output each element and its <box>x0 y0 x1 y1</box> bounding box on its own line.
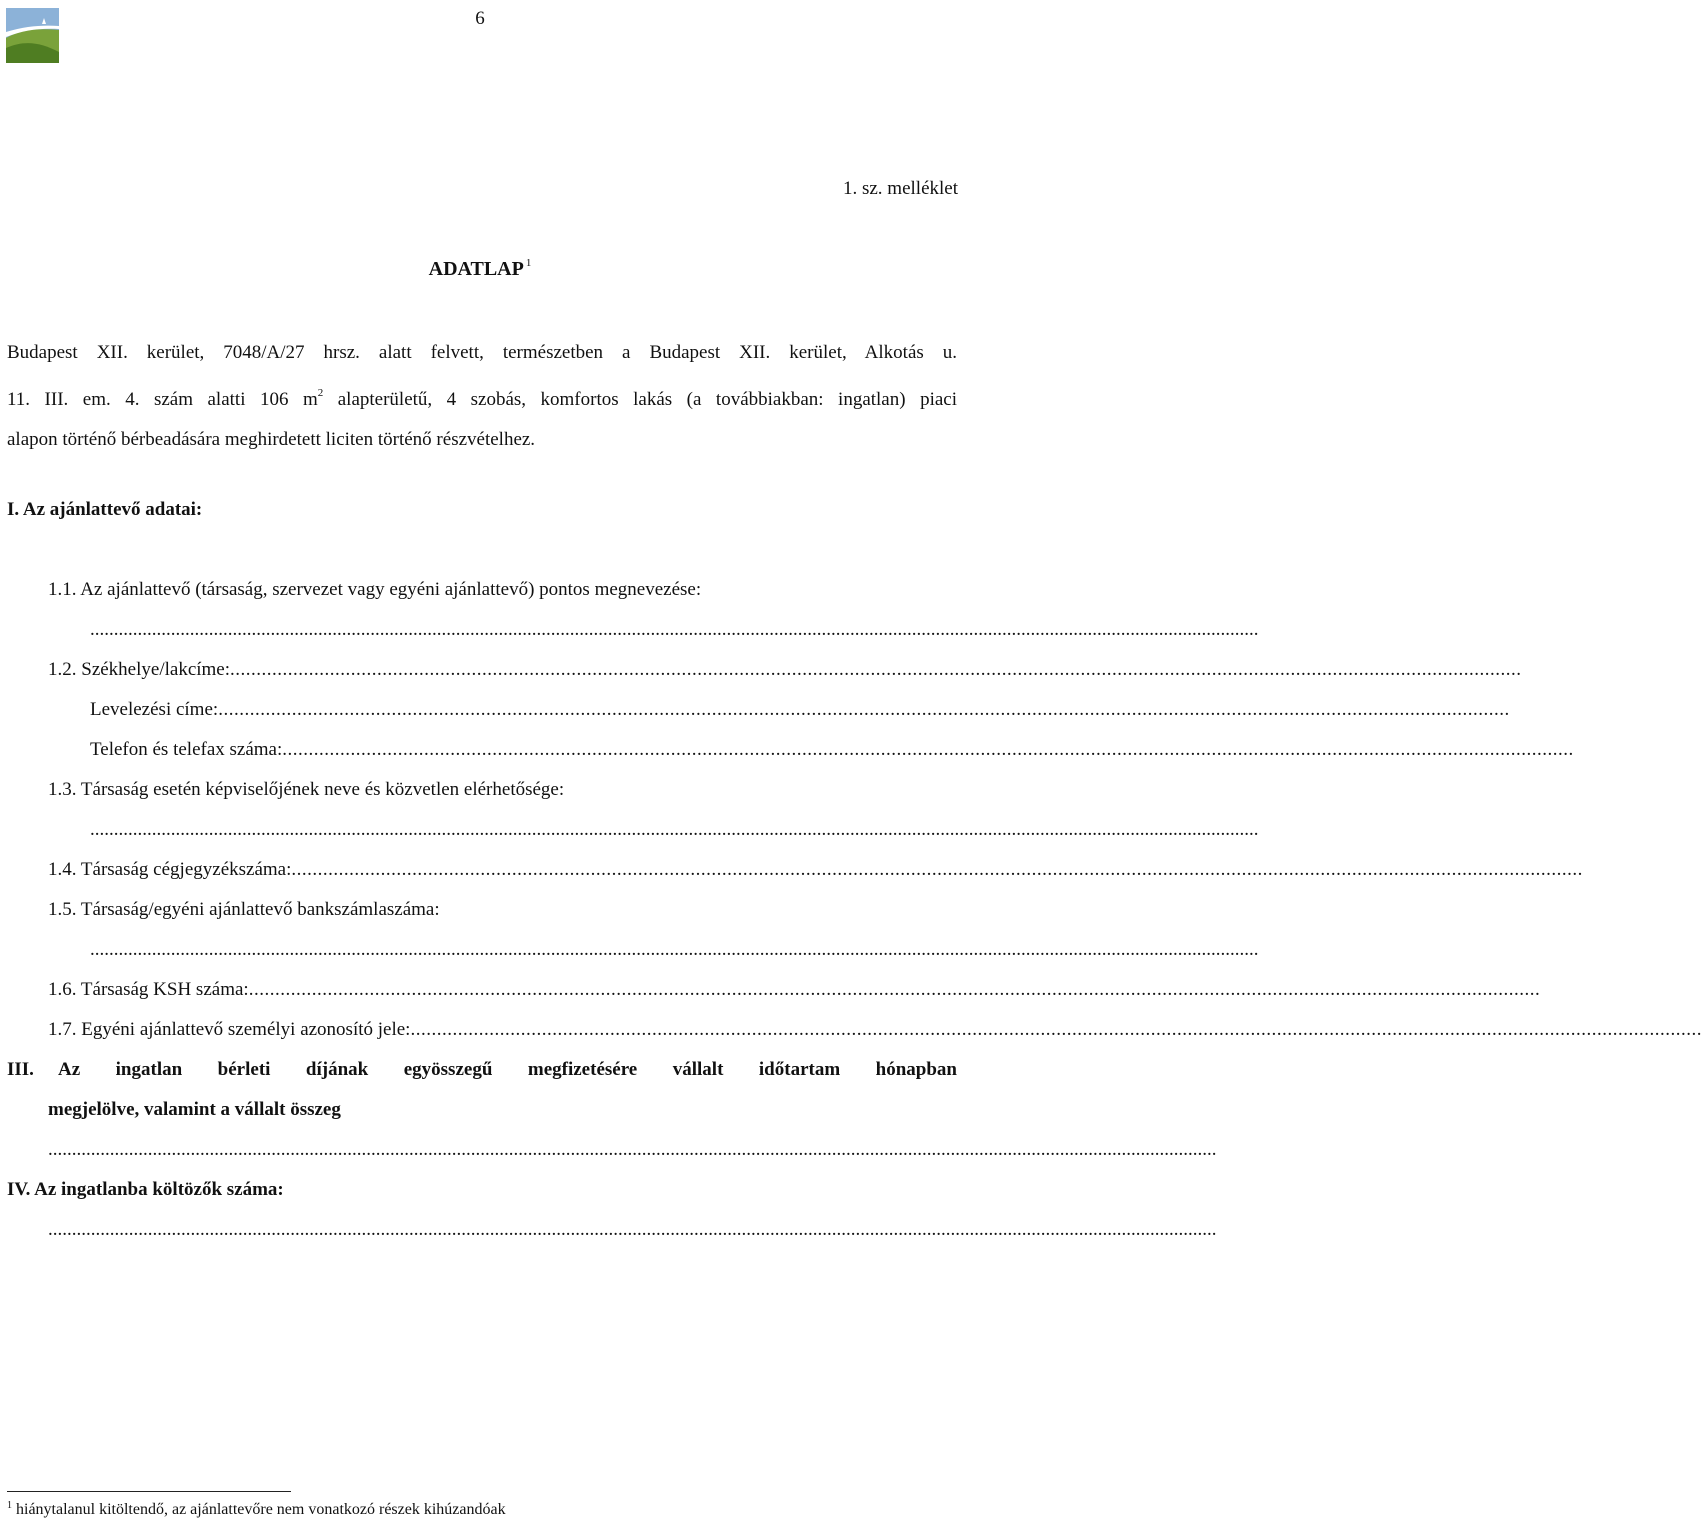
intro-line-2b: alapterületű, 4 szobás, komfortos lakás (a továbbiakban: ingatlan) piaci <box>323 389 957 410</box>
section-4-heading: IV. Az ingatlanba költözők száma: <box>7 1179 284 1200</box>
item-1-2-label: 1.2. Székhelye/lakcíme: <box>48 659 231 680</box>
intro-paragraph <box>7 333 957 460</box>
item-1-6-label: 1.6. Társaság KSH száma: <box>48 979 249 1000</box>
item-1-5-fill-line[interactable]: ...................................................................................................................................................................................................................................................... <box>90 939 1259 960</box>
phone-fax-label: Telefon és telefax száma: <box>90 739 283 760</box>
item-1-7-row <box>48 1017 1702 1043</box>
intro-line-2 <box>7 373 957 420</box>
item-1-3-label: 1.3. Társaság esetén képviselőjének neve és közvetlen elérhetősége: <box>48 779 565 800</box>
document-title <box>0 257 960 281</box>
area-unit-sup: 2 <box>317 387 324 399</box>
item-1-4-row <box>48 857 1583 883</box>
section-3-line-1: Az ingatlan bérleti díjának egyösszegű megfizetésére vállalt időtartam hónapban <box>58 1059 957 1080</box>
item-1-3-fill-line[interactable]: ...................................................................................................................................................................................................................................................... <box>90 819 1259 840</box>
footnote-ref: 1 <box>7 1500 12 1511</box>
item-1-2-fill-line[interactable]: ...................................................................................................................................................................................................................................................... <box>230 659 1522 680</box>
intro-line-3: alapon történő bérbeadására meghirdetett liciten történő részvételhez. <box>7 429 536 450</box>
intro-line-2a: 11. III. em. 4. szám alatti 106 m <box>7 389 318 410</box>
section-4-fill-line[interactable]: ...................................................................................................................................................................................................................................................... <box>48 1219 1217 1240</box>
annex-label: 1. sz. melléklet <box>842 178 958 199</box>
phone-fax-fill-line[interactable]: ...................................................................................................................................................................................................................................................... <box>282 739 1574 760</box>
footnote <box>7 1500 506 1519</box>
section-1-heading: I. Az ajánlattevő adatai: <box>7 499 203 520</box>
section-3-fill-line[interactable]: ...................................................................................................................................................................................................................................................... <box>48 1139 1217 1160</box>
title-text: ADATLAP <box>428 258 524 280</box>
footnote-text: hiánytalanul kitöltendő, az ajánlattevőre nem vonatkozó részek kihúzandóak <box>16 1501 506 1518</box>
item-1-2-row <box>48 657 1522 683</box>
item-1-6-fill-line[interactable]: ...................................................................................................................................................................................................................................................... <box>248 979 1541 1000</box>
footnote-divider <box>7 1491 291 1492</box>
item-1-6-row <box>48 977 1541 1003</box>
item-1-7-fill-line[interactable]: ...................................................................................................................................................................................................................................................... <box>410 1019 1702 1040</box>
title-footnote-ref: 1 <box>525 257 532 269</box>
intro-line-1: Budapest XII. kerület, 7048/A/27 hrsz. alatt felvett, természetben a Budapest XII. kerület, Alkotás u. <box>7 342 957 363</box>
mailing-address-fill-line[interactable]: ...................................................................................................................................................................................................................................................... <box>218 699 1510 720</box>
mailing-address-label: Levelezési címe: <box>90 699 219 720</box>
item-1-1-label: 1.1. Az ajánlattevő (társaság, szervezet vagy egyéni ajánlattevő) pontos megnevezése: <box>48 579 702 600</box>
item-1-4-label: 1.4. Társaság cégjegyzékszáma: <box>48 859 292 880</box>
section-3-line-2: megjelölve, valamint a vállalt összeg <box>48 1099 341 1120</box>
item-1-1-fill-line[interactable]: ...................................................................................................................................................................................................................................................... <box>90 619 1259 640</box>
section-3-number: III. <box>7 1059 34 1080</box>
item-1-4-fill-line[interactable]: ...................................................................................................................................................................................................................................................... <box>291 859 1583 880</box>
phone-fax-row <box>90 737 1574 763</box>
mailing-address-row <box>90 697 1510 723</box>
item-1-7-label: 1.7. Egyéni ajánlattevő személyi azonosító jele: <box>48 1019 411 1040</box>
item-1-5-label: 1.5. Társaság/egyéni ajánlattevő bankszámlaszáma: <box>48 899 440 920</box>
page-number: 6 <box>475 8 485 29</box>
